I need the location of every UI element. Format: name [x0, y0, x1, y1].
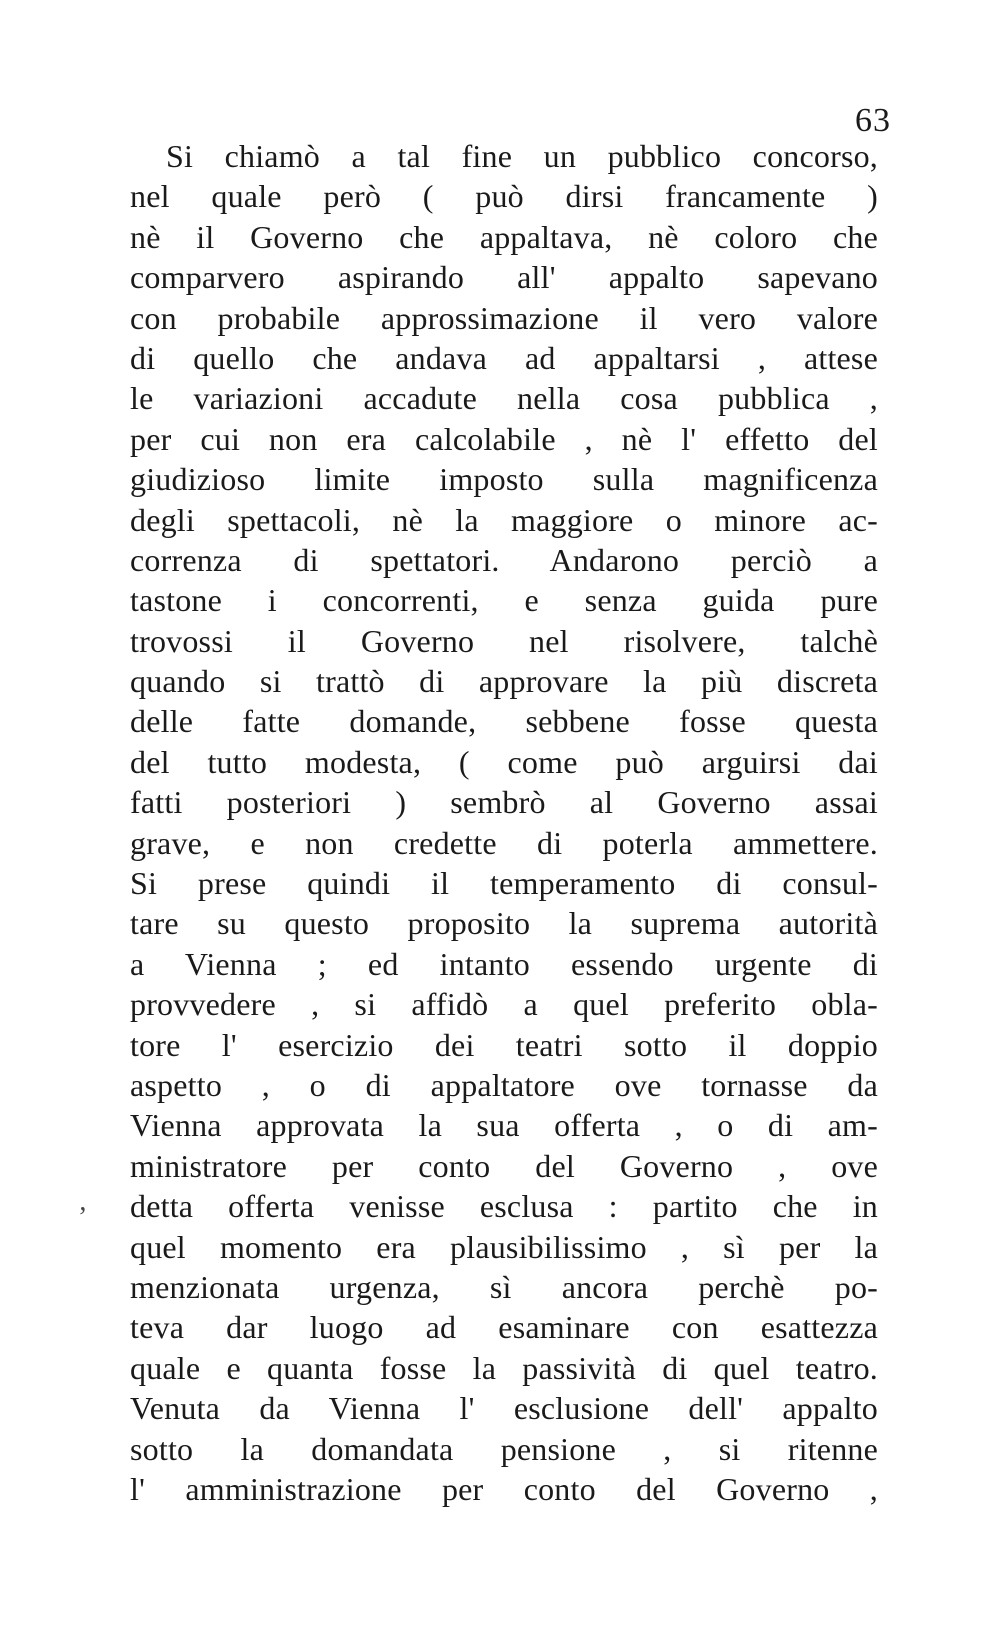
text-line: ministratore per conto del Governo , ove	[130, 1147, 878, 1184]
text-line: provvedere , si affidò a quel preferito obla-	[130, 986, 878, 1023]
text-line: grave, e non credette di poterla ammettere.	[130, 824, 878, 861]
text-line: Si chiamò a tal fine un pubblico concorso,	[166, 138, 878, 174]
text-line: di quello che andava ad appaltarsi , attese	[130, 339, 878, 376]
text-line: menzionata urgenza, sì ancora perchè po-	[130, 1268, 878, 1305]
text-line: a Vienna ; ed intanto essendo urgente di	[130, 945, 878, 982]
text-line: quando si trattò di approvare la più discreta	[130, 663, 878, 700]
text-line: l' amministrazione per conto del Governo ,	[130, 1470, 878, 1507]
text-line: le variazioni accadute nella cosa pubblica ,	[130, 380, 878, 417]
text-line: del tutto modesta, ( come può arguirsi dai	[130, 743, 878, 780]
text-line: con probabile approssimazione il vero valore	[130, 299, 878, 336]
text-line: nel quale però ( può dirsi francamente )	[130, 178, 878, 215]
text-line: fatti posteriori ) sembrò al Governo assai	[130, 784, 878, 821]
text-line: correnza di spettatori. Andarono perciò a	[130, 541, 878, 578]
text-line: quale e quanta fosse la passività di quel teatro.	[130, 1349, 878, 1386]
text-line: teva dar luogo ad esaminare con esattezza	[130, 1309, 878, 1346]
text-line: trovossi il Governo nel risolvere, talchè	[130, 622, 878, 659]
text-line: quel momento era plausibilissimo , sì per la	[130, 1228, 878, 1265]
margin-mark: ’	[78, 1202, 88, 1233]
text-line: detta offerta venisse esclusa : partito che in	[130, 1188, 878, 1225]
text-line: delle fatte domande, sebbene fosse questa	[130, 703, 878, 740]
text-line: tore l' esercizio dei teatri sotto il doppio	[130, 1026, 878, 1063]
text-line: sotto la domandata pensione , si ritenne	[130, 1430, 878, 1467]
text-line: tastone i concorrenti, e senza guida pure	[130, 582, 878, 619]
text-line: Venuta da Vienna l' esclusione dell' appalto	[130, 1390, 878, 1427]
body-text	[130, 136, 878, 1509]
text-line: giudizioso limite imposto sulla magnificenza	[130, 461, 878, 498]
text-line: comparvero aspirando all' appalto sapevano	[130, 259, 878, 296]
page-number: 63	[855, 102, 891, 139]
text-line: degli spettacoli, nè la maggiore o minore ac-	[130, 501, 878, 538]
text-line: per cui non era calcolabile , nè l' effetto del	[130, 420, 878, 457]
text-line: Vienna approvata la sua offerta , o di am-	[130, 1107, 878, 1144]
text-line: Si prese quindi il temperamento di consul-	[130, 865, 878, 902]
text-line: aspetto , o di appaltatore ove tornasse da	[130, 1066, 878, 1103]
text-line: tare su questo proposito la suprema autorità	[130, 905, 878, 942]
text-line: nè il Governo che appaltava, nè coloro che	[130, 218, 878, 255]
